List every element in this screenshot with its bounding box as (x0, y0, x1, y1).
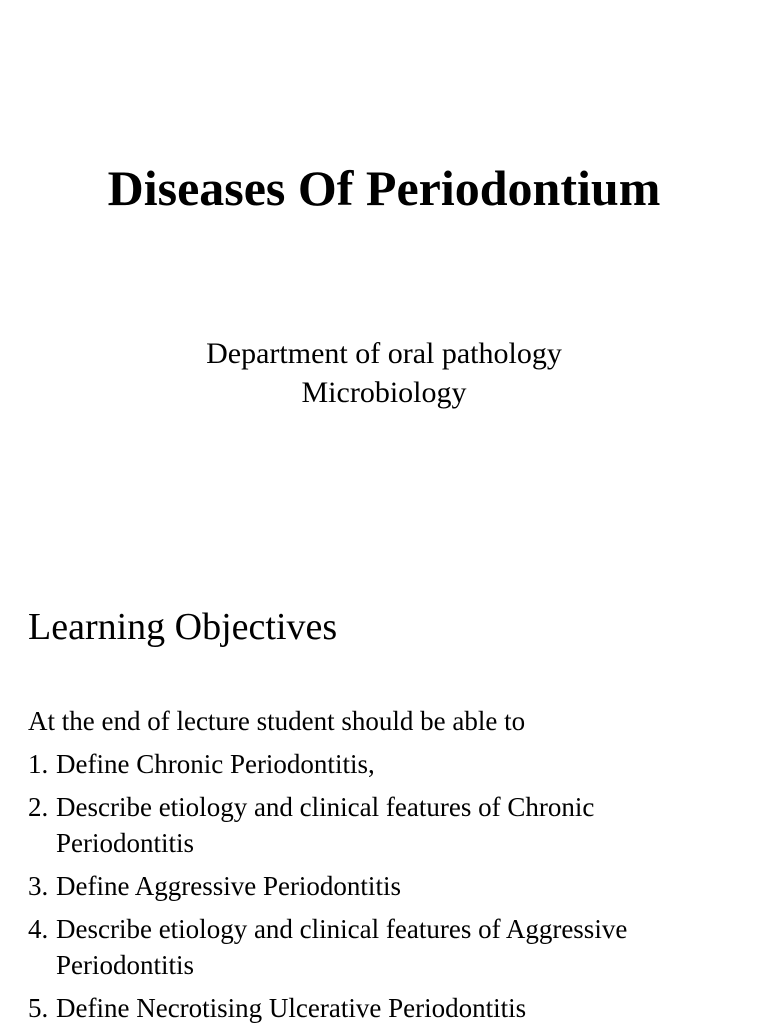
slide-subtitle (0, 334, 768, 412)
slide-title: Diseases Of Periodontium (107, 160, 661, 216)
objective-item (28, 990, 728, 1026)
objective-text: Describe etiology and clinical features of Aggressive Periodontitis (56, 914, 628, 980)
objective-item (28, 789, 728, 861)
subject-line: Microbiology (301, 376, 467, 409)
objective-text: Define Chronic Periodontitis, (56, 749, 375, 779)
objective-item (28, 911, 728, 983)
objective-number: 4. (28, 914, 49, 944)
objective-text: Define Aggressive Periodontitis (56, 871, 401, 901)
objectives-intro: At the end of lecture student should be able to (28, 706, 526, 736)
objective-text: Describe etiology and clinical features of Chronic Periodontitis (56, 792, 595, 858)
objective-number: 5. (28, 993, 49, 1023)
department-line: Department of oral pathology (206, 337, 562, 370)
objective-number: 1. (28, 749, 49, 779)
objective-item (28, 868, 728, 904)
objective-number: 2. (28, 792, 49, 822)
objective-text: Define Necrotising Ulcerative Periodontitis (56, 993, 527, 1023)
objective-number: 3. (28, 871, 49, 901)
objectives-list (28, 746, 728, 1033)
objectives-heading: Learning Objectives (28, 606, 338, 648)
objective-item (28, 746, 728, 782)
